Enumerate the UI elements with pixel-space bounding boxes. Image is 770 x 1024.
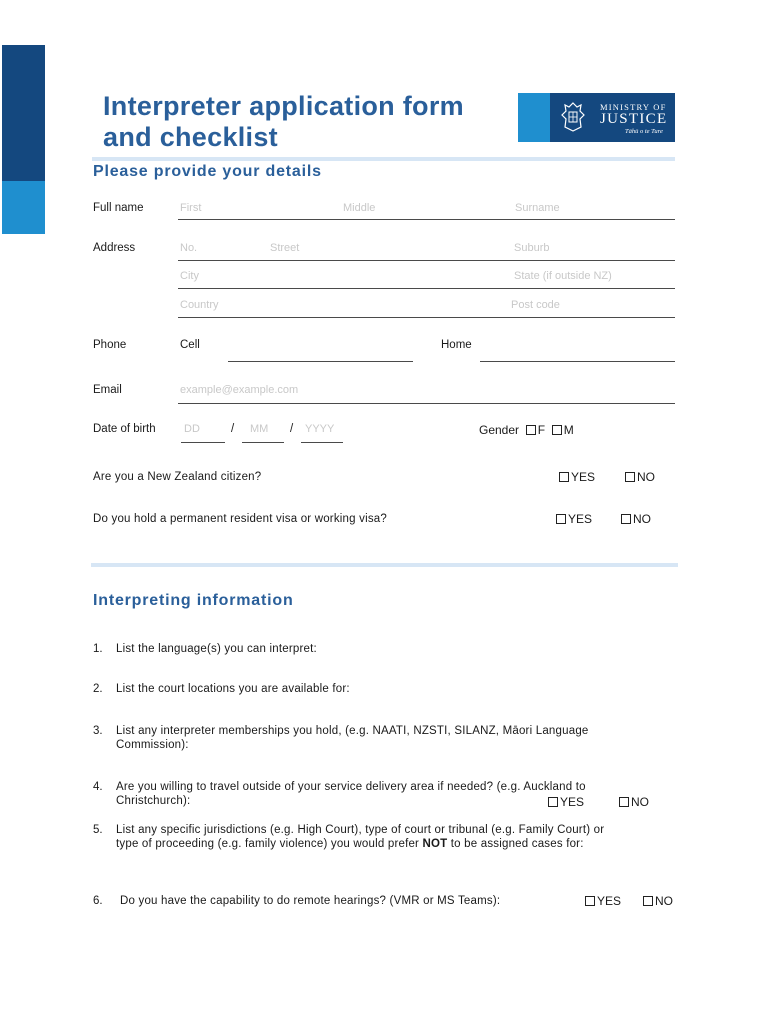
dob-year-hint: YYYY (305, 423, 335, 435)
citizen-question: Are you a New Zealand citizen? (93, 471, 262, 483)
q2-number: 2. (93, 683, 103, 695)
header-rule (92, 157, 675, 161)
address-state-hint: State (if outside NZ) (514, 270, 612, 282)
remote-no-label: NO (655, 894, 673, 908)
address-street-hint: Street (270, 242, 300, 254)
address-postcode-hint: Post code (511, 299, 560, 311)
gender-m-label: M (563, 423, 574, 437)
dob-day-field[interactable] (181, 442, 225, 443)
remote-yes-label: YES (597, 894, 622, 908)
q1-text: List the language(s) you can interpret: (116, 643, 317, 655)
logo-justice: JUSTICE (600, 111, 668, 127)
dob-separator-1: / (231, 423, 235, 435)
dob-year-field[interactable] (301, 442, 343, 443)
travel-no-option[interactable] (619, 795, 649, 809)
full-name-field[interactable] (178, 219, 675, 220)
middle-name-hint: Middle (343, 202, 376, 214)
q5-number: 5. (93, 824, 103, 836)
visa-no-option[interactable] (621, 512, 651, 526)
remote-no-option[interactable] (643, 894, 673, 908)
home-phone-field[interactable] (480, 361, 675, 362)
details-heading: Please provide your details (93, 163, 322, 180)
ministry-logo (518, 93, 675, 142)
citizen-yes-checkbox[interactable] (559, 472, 569, 482)
logo-ministry-of: MINISTRY OF (600, 102, 667, 112)
dob-separator-2: / (290, 423, 294, 435)
gender-f-checkbox[interactable] (526, 425, 536, 435)
logo-tagline: Tāhū o te Ture (625, 128, 663, 135)
full-name-label: Full name (93, 202, 144, 214)
gender-f-label: F (537, 423, 546, 437)
travel-no-checkbox[interactable] (619, 797, 629, 807)
q5-text-line-2 (116, 838, 584, 850)
q1-number: 1. (93, 643, 103, 655)
q6-number: 6. (93, 895, 103, 907)
travel-yes-option[interactable] (548, 795, 584, 809)
side-bar-dark (2, 45, 45, 181)
gender-group (479, 423, 574, 437)
q2-text: List the court locations you are available for: (116, 683, 350, 695)
q4-number: 4. (93, 781, 103, 793)
title-line-2: and checklist (103, 122, 278, 152)
visa-no-checkbox[interactable] (621, 514, 631, 524)
visa-yes-checkbox[interactable] (556, 514, 566, 524)
interpreting-heading: Interpreting information (93, 592, 294, 609)
q3-text-line-1: List any interpreter memberships you hold, (e.g. NAATI, NZSTI, SILANZ, Māori Language (116, 725, 589, 737)
address-suburb-hint: Suburb (514, 242, 550, 254)
travel-yes-checkbox[interactable] (548, 797, 558, 807)
q3-number: 3. (93, 725, 103, 737)
cell-label: Cell (180, 339, 200, 351)
dob-month-hint: MM (250, 423, 269, 435)
logo-band (518, 93, 550, 142)
q4-text-line-2: Christchurch): (116, 795, 191, 807)
remote-yes-option[interactable] (585, 894, 621, 908)
gender-label: Gender (479, 423, 520, 437)
address-line-2-field[interactable] (178, 288, 675, 289)
visa-question: Do you hold a permanent resident visa or working visa? (93, 513, 387, 525)
q5-text-not: NOT (422, 838, 448, 850)
visa-no-label: NO (633, 512, 651, 526)
address-country-hint: Country (180, 299, 219, 311)
q5-text-pre: type of proceeding (e.g. family violence) you would prefer (116, 838, 423, 850)
q5-text-post: to be assigned cases for: (447, 838, 584, 850)
first-name-hint: First (180, 202, 202, 214)
cell-phone-field[interactable] (228, 361, 413, 362)
dob-month-field[interactable] (242, 442, 284, 443)
citizen-no-option[interactable] (625, 470, 655, 484)
q5-text-line-1: List any specific jurisdictions (e.g. High Court), type of court or tribunal (e.g. Family Court) or (116, 824, 605, 836)
surname-hint: Surname (515, 202, 560, 214)
coat-of-arms-icon (560, 101, 586, 133)
address-city-hint: City (180, 270, 199, 282)
q4-text-line-1: Are you willing to travel outside of your service delivery area if needed? (e.g. Auckland to (116, 781, 586, 793)
visa-yes-label: YES (568, 512, 593, 526)
visa-yes-option[interactable] (556, 512, 592, 526)
page-title (103, 91, 513, 153)
side-bar-light (2, 181, 45, 234)
section-divider (91, 563, 678, 567)
gender-m-checkbox[interactable] (552, 425, 562, 435)
title-line-1: Interpreter application form (103, 91, 464, 121)
citizen-yes-label: YES (571, 470, 596, 484)
phone-label: Phone (93, 339, 127, 351)
citizen-no-checkbox[interactable] (625, 472, 635, 482)
address-line-1-field[interactable] (178, 260, 675, 261)
dob-day-hint: DD (184, 423, 200, 435)
remote-no-checkbox[interactable] (643, 896, 653, 906)
email-placeholder: example@example.com (180, 384, 299, 396)
citizen-yes-option[interactable] (559, 470, 595, 484)
travel-no-label: NO (631, 795, 649, 809)
address-no-hint: No. (180, 242, 198, 254)
dob-label: Date of birth (93, 423, 156, 435)
email-label: Email (93, 384, 122, 396)
address-line-3-field[interactable] (178, 317, 675, 318)
q6-text: Do you have the capability to do remote hearings? (VMR or MS Teams): (120, 895, 501, 907)
travel-yes-label: YES (560, 795, 585, 809)
q3-text-line-2: Commission): (116, 739, 189, 751)
remote-yes-checkbox[interactable] (585, 896, 595, 906)
citizen-no-label: NO (637, 470, 655, 484)
address-label: Address (93, 242, 136, 254)
home-label: Home (441, 339, 472, 351)
email-field[interactable] (178, 403, 675, 404)
